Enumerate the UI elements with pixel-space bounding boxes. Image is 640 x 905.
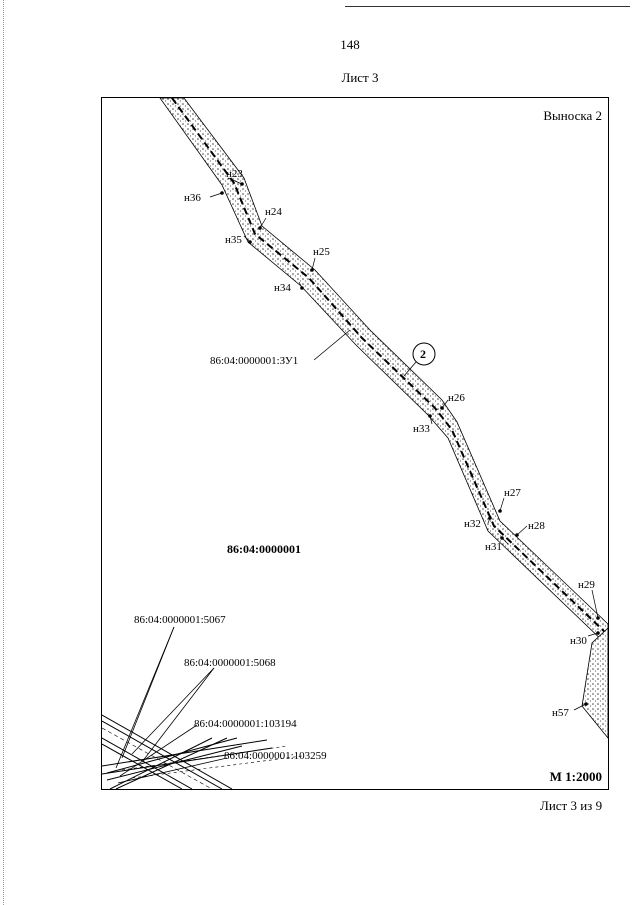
parcel-label-leader (314, 330, 350, 360)
point-label: н25 (313, 246, 330, 258)
header-rule (345, 6, 630, 7)
page-left-edge (3, 0, 4, 905)
point-label: н36 (184, 192, 201, 204)
point-label: н30 (570, 635, 587, 647)
block-label: 86:04:0000001 (227, 542, 301, 556)
point-label: н35 (225, 234, 242, 246)
point-label: н23 (226, 168, 243, 180)
parcel-strip (160, 98, 608, 646)
point-label: н57 (552, 707, 569, 719)
point-label: н26 (448, 392, 465, 404)
neighbor-parcel-label: 86:04:0000001:5067 (134, 614, 226, 626)
point-label: н33 (413, 423, 430, 435)
sheet-footer: Лист 3 из 9 (540, 798, 603, 813)
callout-label: Выноска 2 (543, 108, 602, 123)
point-label: н32 (464, 518, 481, 530)
point-label: н31 (485, 541, 502, 553)
sheet-title: Лист 3 (341, 70, 379, 85)
point-label: н28 (528, 520, 545, 532)
circle-number: 2 (420, 347, 426, 361)
parcel-label-zu1: 86:04:0000001:ЗУ1 (210, 355, 299, 367)
map-scale: М 1:2000 (549, 769, 602, 784)
point-label: н27 (504, 487, 521, 499)
point-label: н24 (265, 206, 282, 218)
neighbor-parcel-label: 86:04:0000001:5068 (184, 657, 276, 669)
point-label: н29 (578, 579, 595, 591)
point-label: н34 (274, 282, 291, 294)
cadastral-map (102, 98, 608, 789)
neighbor-parcel-label: 86:04:0000001:103259 (224, 750, 327, 762)
neighbor-parcel-label: 86:04:0000001:103194 (194, 718, 297, 730)
page-number: 148 (340, 37, 360, 52)
map-frame (101, 97, 609, 790)
neighbor-leaders (116, 627, 227, 783)
